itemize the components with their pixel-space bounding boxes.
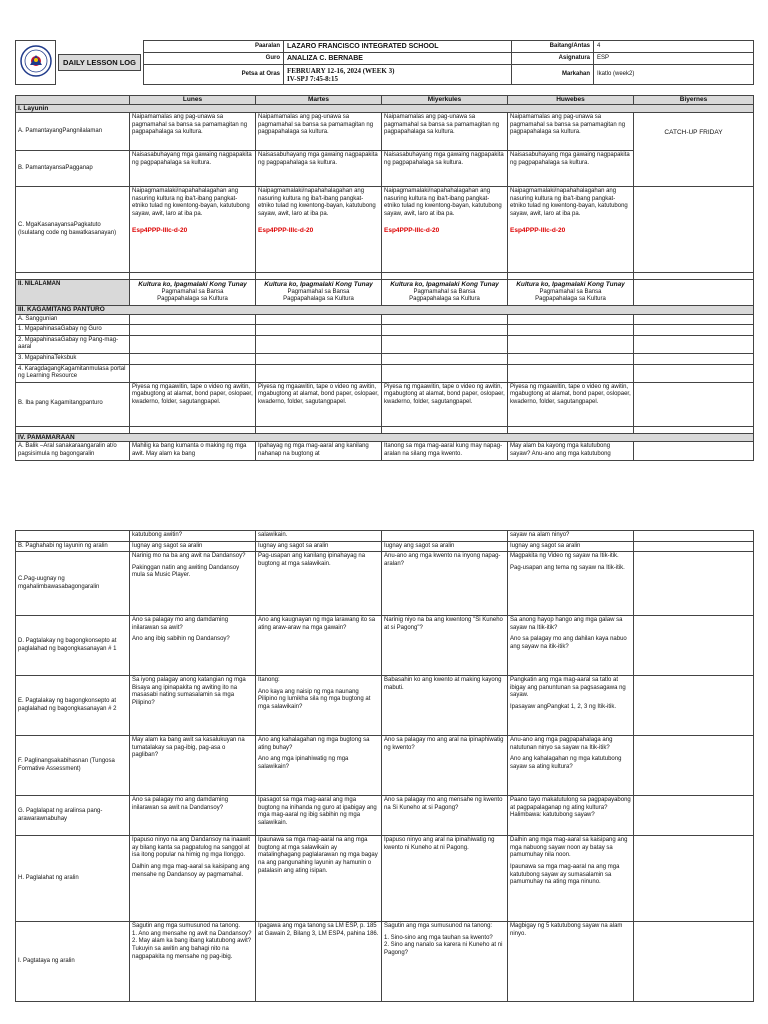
- label-teksbuk: 3. MgapahinaTeksbuk: [16, 353, 130, 364]
- pag-uugnay-lunes: [130, 552, 256, 616]
- pag-uugnay-miyerkules: Anu-ano ang mga kwento na inyong napag-aralan?: [382, 552, 508, 616]
- pagganap-martes: Naisasabuhayang mga gawaing nagpapakita ng pagpapahalaga sa kultura.: [256, 151, 382, 187]
- lesson-table-part-2: [15, 530, 754, 1002]
- cell-text: Ano kaya ang naisip ng mga naunang Pilipino ng lumikha sila ng mga bugtong at mga salawikain?: [258, 688, 371, 710]
- label-paghahabi: B. Paghahabi ng layunin ng aralin: [16, 541, 130, 552]
- petsa-value: [284, 65, 512, 85]
- kasanayan-text: Naipagmamalaki/napahahalagahan ang nasuring kultura ng iba't-ibang pangkat-etniko tulad ng kwentong-bayan, katutubong sayaw, awit, laro at iba pa.: [510, 188, 628, 217]
- pagtalakay2-martes: [256, 676, 382, 736]
- paglinang-martes: [256, 736, 382, 796]
- asignatura-value: ESP: [594, 53, 754, 65]
- pagtataya-martes: Ipagawa ang mga tanong sa LM ESP, p. 185 at Gawain 2, Bilang 3, LM ESP4, pahina 186.: [256, 922, 382, 1002]
- pamantayang-martes: Naipamamalas ang pag-unawa sa pagmamahal sa bansa sa pamamagitan ng pagpapahalaga sa kultura.: [256, 113, 382, 151]
- label-pagtalakay-2: E. Pagtalakay ng bagongkonsepto at paglalahad ng bagongkasanayan # 2: [16, 676, 130, 736]
- cell-text: Itanong:: [258, 677, 280, 684]
- baitang-label: Baitang/Antas: [512, 41, 594, 53]
- balik-aral-huwebes: May alam ba kayong mga katutubong sayaw? Anu-ano ang mga katutubong: [508, 442, 634, 460]
- pagganap-miyerkules: Naisasabuhayang mga gawaing nagpapakita ng pagpapahalaga sa kultura.: [382, 151, 508, 187]
- deped-logo: [16, 41, 56, 85]
- markahan-label: Markahan: [512, 65, 594, 85]
- lesson-table-part-1: [15, 95, 754, 461]
- pag-uugnay-huwebes: [508, 552, 634, 616]
- balik-aral-miyerkules: Itanong sa mga mag-aaral kung may napag-aralan na silang mga kwento.: [382, 442, 508, 460]
- pagtataya-lunes: [130, 922, 256, 1002]
- pagganap-huwebes: Naisasabuhayang mga gawaing nagpapakita ng pagpapahalaga sa kultura.: [508, 151, 634, 187]
- label-gabay-mag-aaral: 2. MgapahinasaGabay ng Pang-mag-aaral: [16, 335, 130, 353]
- label-pag-uugnay: C.Pag-uugnay ng mgahalimbawasabagongaralin: [16, 552, 130, 616]
- label-gabay-guro: 1. MgapahinasaGabay ng Guro: [16, 325, 130, 336]
- pagtalakay1-miyerkules: Narinig niyo na ba ang kwentong "Si Kuneho at si Pagong"?: [382, 616, 508, 676]
- kasanayan-text: Naipagmamalaki/napahahalagahan ang nasuring kultura ng iba't-ibang pangkat-etniko tulad ng kwentong-bayan, katutubong sayaw, awit, laro at iba pa.: [132, 188, 250, 217]
- kasanayan-miyerkules: [382, 187, 508, 273]
- competency-code: Esp4PPP-IIIc-d-20: [132, 226, 188, 234]
- cell-text: Dalhin ang mga mag-aaral sa kaisipang ang mensahe ng Dandansoy ay pagmamahal.: [132, 863, 250, 878]
- pamantayang-huwebes: Naipamamalas ang pag-unawa sa pagmamahal sa bansa sa pamamagitan ng pagpapahalaga sa kultura.: [508, 113, 634, 151]
- paghahabi-lunes: Iugnay ang sagot sa aralin: [130, 541, 256, 552]
- cell-text: Sagutin ang mga sumusunod na tanong:: [384, 923, 493, 930]
- competency-code: Esp4PPP-IIIc-d-20: [510, 226, 566, 234]
- cell-text: Narinig mo na ba ang awit na Dandansoy?: [132, 553, 246, 560]
- paglinang-huwebes: [508, 736, 634, 796]
- topic-huwebes: [508, 280, 634, 306]
- pagtalakay1-huwebes: [508, 616, 634, 676]
- cell-text: Pangkatin ang mga mag-aaral sa tatlo at ibigay ang panuntunan sa pagsasagawa ng sayaw.: [510, 677, 626, 699]
- topic-sub: Pagpapahalaga sa Kultura: [283, 296, 354, 303]
- header-table: [15, 40, 754, 85]
- balik-aral-martes: Ipahayag ng mga mag-aaral ang kanilang nahanap na bugtong at: [256, 442, 382, 460]
- cell-text: Pag-usapan ang tema ng sayaw na Itik-itik.: [510, 564, 625, 571]
- pagtalakay2-lunes: Sa iyong palagay anong katangian ng mga Bisaya ang ipinapakita ng awiting ito na masasabi nating sumasalamin sa mga Pilipino?: [130, 676, 256, 736]
- cell-text: Ano sa palagay mo ang damdaming inilarawan sa awit?: [132, 617, 229, 631]
- guro-label: Guro: [144, 53, 284, 65]
- topic-sub: Pagmamahal sa Bansa: [539, 288, 602, 295]
- kasanayan-martes: [256, 187, 382, 273]
- topic-lunes: [130, 280, 256, 306]
- paaralan-value: LAZARO FRANCISCO INTEGRATED SCHOOL: [284, 41, 512, 53]
- topic-title: Kultura ko, Ipagmalaki Kong Tunay: [138, 281, 247, 289]
- balik-aral-lunes-cont: katutubong awitin?: [130, 531, 256, 542]
- cell-text: Ipaunawa sa mga mag-aaral na ang mga katutubong sayaw ay sumasalamin sa pamumuhay na ating mga ninuno.: [510, 863, 620, 886]
- cell-text: Magpakita ng Video ng sayaw na Itik-itik.: [510, 553, 619, 560]
- cell-text: Ano sa palagay mo ang dahilan kaya nabuo ang sayaw na itik-itik?: [510, 636, 627, 650]
- pamantayang-miyerkules: Naipamamalas ang pag-unawa sa pagmamahal sa bansa sa pamamagitan ng pagpapahalaga sa kultura.: [382, 113, 508, 151]
- label-paglalahat: H. Paglalahat ng aralin: [16, 836, 130, 922]
- petsa-date: FEBRUARY 12-16, 2024 (WEEK 3): [287, 66, 395, 75]
- cell-text: Ano ang kahalagahan ng mga katutubong sayaw sa ating kultura?: [510, 756, 622, 770]
- kasanayan-text: Naipagmamalaki/napahahalagahan ang nasuring kultura ng iba't-ibang pangkat-etniko tulad ng kwentong-bayan, katutubong sayaw, awit, laro at iba pa.: [384, 188, 502, 217]
- day-martes: Martes: [256, 96, 382, 105]
- label-pagtataya: I. Pagtataya ng aralin: [16, 922, 130, 1002]
- baitang-value: 4: [594, 41, 754, 53]
- cell-text: Ano ang kahalagahan ng mga bugtong sa ating buhay?: [258, 737, 370, 751]
- day-biyernes: Biyernes: [634, 96, 754, 105]
- balik-aral-martes-cont: salawikain.: [256, 531, 382, 542]
- section-nilalaman: II. NILALAMAN: [16, 280, 130, 306]
- topic-martes: [256, 280, 382, 306]
- topic-title: Kultura ko, Ipagmalaki Kong Tunay: [516, 281, 625, 289]
- lesson-log-page-1: [15, 40, 753, 461]
- guro-value: ANALIZA C. BERNABE: [284, 53, 512, 65]
- balik-aral-huwebes-cont: sayaw na alam ninyo?: [508, 531, 634, 542]
- topic-sub: Pagmamahal sa Bansa: [161, 288, 224, 295]
- petsa-label: Petsa at Oras: [144, 65, 284, 85]
- cell-text: Pakinggan natin ang awiting Dandansoy mula sa Music Player.: [132, 564, 240, 579]
- pagtalakay1-martes: Ano ang kaugnayan ng mga larawang ito sa ating araw-araw na mga gawain?: [256, 616, 382, 676]
- cell-text: 2. Sino ang nanalo sa karera ni Kuneho at ni Pagong?: [384, 942, 503, 956]
- markahan-value: Ikatlo (week2): [594, 65, 754, 85]
- pagtalakay2-miyerkules: Babasahin ko ang kwento at making kayong mabuti.: [382, 676, 508, 736]
- lesson-log-page-2: [15, 530, 753, 1002]
- topic-title: Kultura ko, Ipagmalaki Kong Tunay: [390, 281, 499, 289]
- paglalapat-martes: Ipasagot sa mga mag-aaral ang mga bugtong na inihanda ng guro at ipabigay ang mga mag-aaral ng ibig sabihin ng mga salawikain.: [256, 796, 382, 836]
- pagtalakay2-huwebes: [508, 676, 634, 736]
- competency-code: Esp4PPP-IIIc-d-20: [384, 226, 440, 234]
- label-pamantayan-sa-pagganap: B. PamantayansaPagganap: [16, 151, 130, 187]
- topic-title: Kultura ko, Ipagmalaki Kong Tunay: [264, 281, 373, 289]
- cell-text: Sa anong hayop hango ang mga galaw sa sayaw na Itik-itik?: [510, 617, 623, 631]
- pagtataya-huwebes: Magbigay ng 5 katutubong sayaw na alam ninyo.: [508, 922, 634, 1002]
- asignatura-label: Asignatura: [512, 53, 594, 65]
- cell-text: Dalhin ang mga mag-aaral sa kaisipang ang mga nabuong sayaw noon ay batay sa pamumuhay nila noon.: [510, 837, 628, 859]
- balik-aral-lunes: Mahilig ka bang kumanta o making ng mga awit. May alam ka bang: [130, 442, 256, 460]
- topic-sub: Pagpapahalaga sa Kultura: [409, 296, 480, 303]
- section-layunin: I. Layunin: [16, 104, 754, 113]
- daily-lesson-log-title: DAILY LESSON LOG: [58, 54, 141, 72]
- kasanayan-huwebes: [508, 187, 634, 273]
- kasanayan-text: Naipagmamalaki/napahahalagahan ang nasuring kultura ng iba't-ibang pangkat-etniko tulad ng kwentong-bayan, katutubong sayaw, awit, laro at iba pa.: [258, 188, 376, 217]
- cell-text: Anu-ano ang mga pagpapahalaga ang natutunan ninyo sa sayaw na Itik-itik?: [510, 737, 613, 751]
- paglinang-miyerkules: Ano sa palagay mo ang aral na ipinaphiwatig ng kwento?: [382, 736, 508, 796]
- topic-sub: Pagmamahal sa Bansa: [413, 288, 476, 295]
- cell-text: Sagutin ang mga sumusunod na tanong.: [132, 923, 241, 930]
- label-pamantayang-pangnilalaman: A. PamantayangPangnilalaman: [16, 113, 130, 151]
- kagamitan-huwebes: Piyesa ng mgaawitin, tape o video ng awitin, mgabugtong at alamat, bond paper, oslopaer, kwaderno, folder, sagutangpapel.: [508, 382, 634, 426]
- label-balik-aral: A. Balik –Aral sanakaraangaralin at/o pagsisimula ng bagongaralin: [16, 442, 130, 460]
- section-kagamitang: III. KAGAMITANG PANTURO: [16, 305, 754, 314]
- pag-uugnay-martes: Pag-usapan ang kanilang ipinahayag na bugtong at mga salawikain.: [256, 552, 382, 616]
- cell-text: Ipapuso ninyo na ang Dandansoy na inaawit ay bilang kanta sa pagpatulog na sanggol at isa itong popular na himig ng mga Ilonggo.: [132, 837, 251, 859]
- cell-text: Ipasayaw angPangkat 1, 2, 3 ng Itik-itik.: [510, 703, 617, 710]
- label-paglalapat: G. Paglalapat ng aralinsa pang-arawarawnabuhay: [16, 796, 130, 836]
- paghahabi-huwebes: Iugnay ang sagot sa aralin: [508, 541, 634, 552]
- topic-sub: Pagmamahal sa Bansa: [287, 288, 350, 295]
- label-karagdagang: 4. KaragdagangKagamitanmulasa portal ng Learning Resource: [16, 364, 130, 382]
- label-sanggunian: A. Sanggunian: [16, 314, 130, 325]
- paglalahat-lunes: [130, 836, 256, 922]
- cell-text: Ano ang ibig sabihin ng Dandansoy?: [132, 636, 230, 643]
- competency-code: Esp4PPP-IIIc-d-20: [258, 226, 314, 234]
- day-miyerkules: Miyerkules: [382, 96, 508, 105]
- kasanayan-lunes: [130, 187, 256, 273]
- pagtalakay1-lunes: [130, 616, 256, 676]
- paglalahat-huwebes: [508, 836, 634, 922]
- topic-miyerkules: [382, 280, 508, 306]
- catch-up-friday: CATCH-UP FRIDAY: [634, 113, 754, 187]
- pamantayang-lunes: Naipamamalas ang pag-unawa sa pagmamahal sa bansa sa pamamagitan ng pagpapahalaga sa kultura.: [130, 113, 256, 151]
- paaralan-label: Paaralan: [144, 41, 284, 53]
- cell-text: 1. Ano ang mensahe ng awit na Dandansoy?: [132, 930, 252, 937]
- label-pagtalakay-1: D. Pagtalakay ng bagongkonsepto at paglalahad ng bagongkasanayan # 1: [16, 616, 130, 676]
- cell-text: Tukuyin sa awitin ang bahagi nito na nagpapakita ng mensahe ng pag-ibig.: [132, 945, 233, 960]
- kagamitan-martes: Piyesa ng mgaawitin, tape o video ng awitin, mgabugtong at alamat, bond paper, oslopaer, kwaderno, folder, sagutangpapel.: [256, 382, 382, 426]
- kagamitan-lunes: Piyesa ng mgaawitin, tape o video ng awitin, mgabugtong at alamat, bond paper, oslopaer, kwaderno, folder, sagutangpapel.: [130, 382, 256, 426]
- petsa-oras: IV-SPJ 7:45-8:15: [287, 74, 339, 83]
- cell-text: 1. Sino-sino ang mga tauhan sa kwento?: [384, 934, 493, 941]
- paglalahat-martes: Ipaunawa sa mga mag-aaral na ang mga bugtong at mga salawikain ay matalinghagang paglalarawan ng mga bagay na ang pangunahing layunin ay hamunin o patalasin ang ating isipan.: [256, 836, 382, 922]
- pagtataya-miyerkules: [382, 922, 508, 1002]
- cell-text: Ano ang mga ipinahiwatig ng mga salawikain?: [258, 756, 349, 770]
- paglalahat-miyerkules: Ipapuso ninyo ang aral na ipinahiwatig ng kwento ni Kuneho at ni Pagong.: [382, 836, 508, 922]
- kagamitan-miyerkules: Piyesa ng mgaawitin, tape o video ng awitin, mgabugtong at alamat, bond paper, oslopaer, kwaderno, folder, sagutangpapel.: [382, 382, 508, 426]
- paglinang-lunes: May alam ka bang awit sa kasalukuyan na tumatalakay sa pag-ibig, pag-asa o pagliban?: [130, 736, 256, 796]
- day-huwebes: Huwebes: [508, 96, 634, 105]
- paghahabi-martes: Iugnay ang sagot sa aralin: [256, 541, 382, 552]
- paghahabi-miyerkules: Iugnay ang sagot sa aralin: [382, 541, 508, 552]
- deped-seal-icon: [20, 45, 52, 77]
- paglalapat-miyerkules: Ano sa palagay mo ang mensahe ng kwento na Si Kuneho at si Pagong?: [382, 796, 508, 836]
- day-lunes: Lunes: [130, 96, 256, 105]
- section-pamamaraan: IV. PAMAMARAAN: [16, 433, 754, 442]
- cell-text: 2. May alam ka bang ibang katutubong awit?: [132, 938, 252, 945]
- pagganap-lunes: Naisasabuhayang mga gawaing nagpapakita ng pagpapahalaga sa kultura.: [130, 151, 256, 187]
- label-iba-pang-kagamitan: B. Iba pang Kagamitangpanturo: [16, 382, 130, 426]
- topic-sub: Pagpapahalaga sa Kultura: [535, 296, 606, 303]
- topic-sub: Pagpapahalaga sa Kultura: [157, 296, 228, 303]
- paglalapat-lunes: Ano sa palagay mo ang damdaming inilarawan sa awit na Dandansoy?: [130, 796, 256, 836]
- paglalapat-huwebes: Paano tayo makatutulong sa pagpapayabong at pagpapalaganap ng ating kultura? Halimbawa: katutubong sayaw?: [508, 796, 634, 836]
- label-paglinang: F. Paglinangsakabihasnan (Tungosa Formative Assessment): [16, 736, 130, 796]
- label-kasanayan: C. MgaKasanayansaPagkatuto (Isulatang code ng bawatkasanayan): [16, 187, 130, 273]
